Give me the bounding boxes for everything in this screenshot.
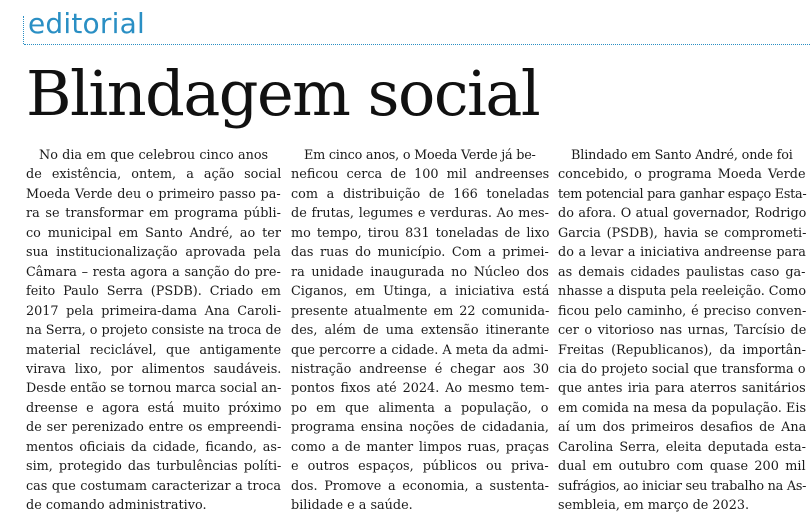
text-line: das ruas do município. Com a primei- — [291, 245, 549, 261]
section-marker — [23, 16, 24, 44]
text-line: mentos oficiais da cidade, ficando, as- — [26, 439, 282, 455]
text-line: des, além de uma extensão itinerante — [291, 323, 550, 339]
text-line: cas que costumam caracterizar a troca — [26, 478, 281, 494]
text-line: tem potencial para ganhar espaço Esta- — [558, 186, 807, 202]
text-line: sembleia, em março de 2023. — [558, 498, 750, 514]
text-line: sua institucionalização aprovada pela — [26, 245, 281, 261]
text-line: dos. Promove a economia, a sustenta- — [291, 478, 549, 494]
text-line: do a levar a iniciativa andreense para — [558, 245, 806, 261]
text-line: como a de manter limpos ruas, praças — [291, 439, 550, 455]
text-line: de frutas, legumes e verduras. Ao mes- — [291, 206, 549, 222]
text-line: cer o vitorioso nas urnas, Tarcísio de — [558, 323, 807, 339]
text-line: Moeda Verde deu o primeiro passo pa- — [26, 186, 281, 202]
headline: Blindagem social — [26, 57, 540, 130]
text-line: virava lixo, por alimentos saudáveis. — [26, 361, 282, 377]
text-line: sufrágios, ao iniciar seu trabalho na As- — [558, 478, 807, 494]
text-line: cia do projeto social que transforma o — [558, 361, 806, 377]
text-line: Garcia (PSDB), havia se comprometi- — [558, 225, 807, 241]
text-line: de ser perenizado entre os empreendi- — [26, 420, 282, 436]
text-line: Desde então se tornou marca social an- — [26, 381, 282, 397]
column-1 — [26, 146, 281, 516]
text-line: feito Paulo Serra (PSDB). Criado em — [26, 284, 281, 300]
text-line: Blindado em Santo André, onde foi — [571, 148, 793, 163]
text-line: nistração andreense é chegar aos 30 — [291, 361, 550, 377]
text-line: po em que alimenta a população, o — [291, 400, 549, 416]
text-line: pontos fixos até 2024. Ao mesmo tem- — [291, 381, 550, 397]
section-rule — [24, 44, 810, 45]
text-line: na Serra, o projeto consiste na troca de — [26, 323, 282, 339]
text-line: de comando administrativo. — [26, 498, 207, 514]
text-line: bilidade e a saúde. — [291, 498, 413, 514]
column-3 — [558, 146, 806, 516]
text-line: Freitas (Republicanos), da importân- — [558, 342, 806, 358]
text-line: 2017 pela primeira-dama Ana Caroli- — [26, 303, 282, 319]
text-line: Em cinco anos, o Moeda Verde já be- — [304, 148, 536, 163]
section-label: editorial — [28, 7, 145, 40]
text-line: Câmara – resta agora a sanção do pre- — [26, 264, 281, 280]
text-line: ficou pelo caminho, é preciso conven- — [558, 303, 807, 319]
text-line: mo tempo, tirou 831 toneladas de lixo — [291, 225, 550, 241]
text-line: com a distribuição de 166 toneladas — [291, 186, 550, 202]
text-line: co municipal em Santo André, ao ter — [26, 225, 281, 241]
text-line: e outros espaços, públicos ou priva- — [291, 459, 549, 475]
text-line: No dia em que celebrou cinco anos — [39, 148, 269, 163]
column-2 — [291, 146, 549, 516]
text-line: material reciclável, que antigamente — [26, 342, 282, 358]
text-line: em comida na mesa da população. Eis — [558, 400, 807, 416]
text-line: presente atualmente em 22 comunida- — [291, 303, 550, 319]
text-line: Carolina Serra, eleita deputada esta- — [558, 439, 806, 455]
text-line: dreense e agora está muito próximo — [26, 400, 282, 416]
text-line: que antes iria para aterros sanitários — [558, 381, 806, 397]
text-line: dual em outubro com quase 200 mil — [558, 459, 806, 475]
text-line: de existência, ontem, a ação social — [26, 167, 282, 183]
text-line: ra se transformar em programa públi- — [26, 206, 281, 222]
text-line: aí um dos primeiros desafios de Ana — [558, 420, 807, 436]
text-line: concebido, o programa Moeda Verde — [558, 167, 806, 183]
text-line: ra unidade inaugurada no Núcleo dos — [291, 264, 549, 280]
text-line: sim, protegido das turbulências políti- — [26, 459, 282, 475]
text-line: nhasse a disputa pela reeleição. Como — [558, 284, 807, 300]
text-line: programa ensina noções de cidadania, — [291, 420, 549, 436]
text-line: Ciganos, em Utinga, a iniciativa está — [291, 284, 550, 300]
text-line: do afora. O atual governador, Rodrigo — [558, 206, 807, 222]
text-line: as demais cidades paulistas caso ga- — [558, 264, 806, 280]
text-line: neficou cerca de 100 mil andreenses — [291, 167, 550, 183]
text-line: que percorre a cidade. A meta da admi- — [291, 342, 549, 358]
